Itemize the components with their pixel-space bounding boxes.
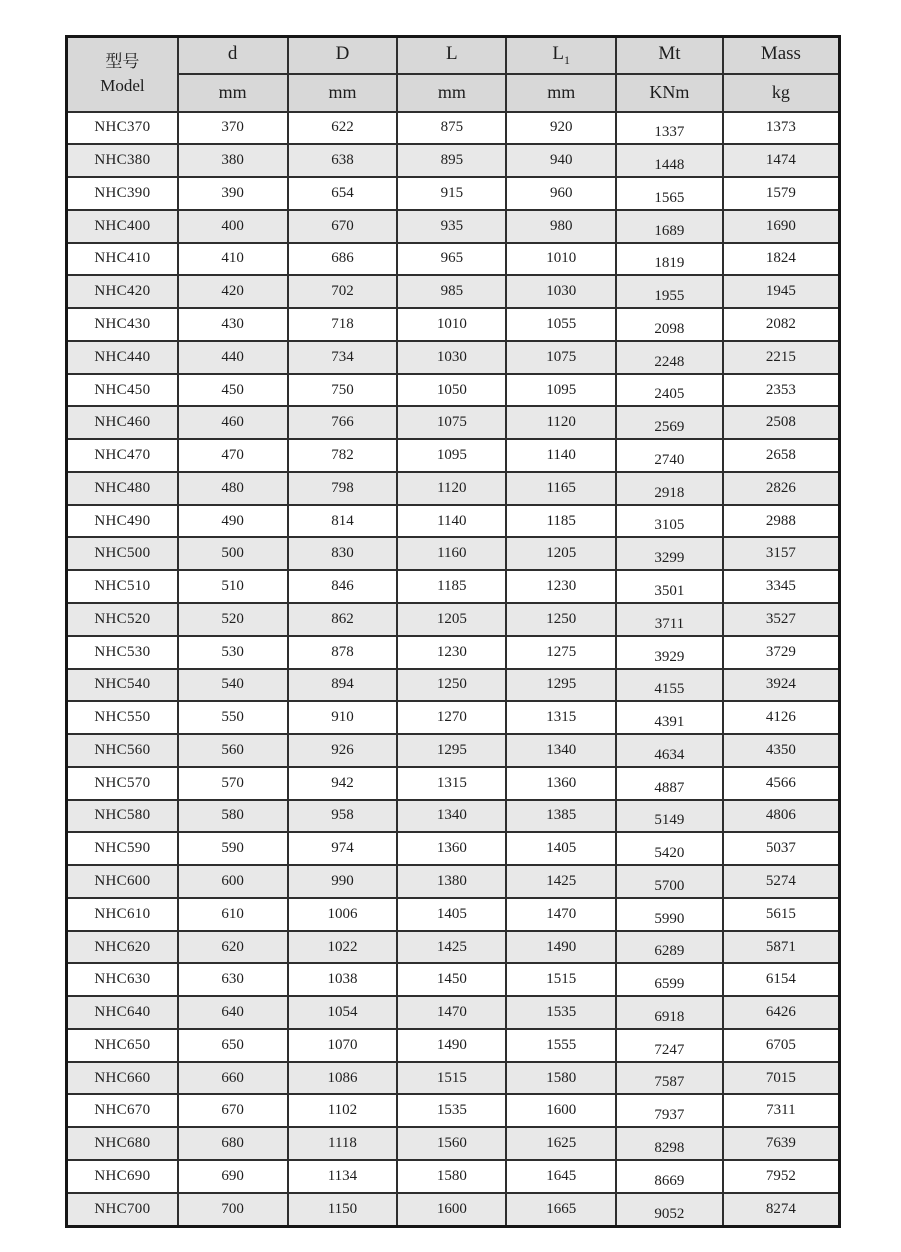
- d-cell: 700: [178, 1193, 288, 1227]
- model-cell: NHC680: [67, 1127, 178, 1160]
- L-cell: 1295: [397, 734, 506, 767]
- L-cell: 1580: [397, 1160, 506, 1193]
- d-cell: 660: [178, 1062, 288, 1095]
- Mt-cell: 6918: [616, 996, 723, 1029]
- unit-L: mm: [397, 74, 506, 112]
- L1-cell: 1490: [506, 931, 616, 964]
- Mt-cell: 2098: [616, 308, 723, 341]
- model-cell: NHC640: [67, 996, 178, 1029]
- Mt-cell: 1819: [616, 243, 723, 276]
- Mt-cell: 1689: [616, 210, 723, 243]
- L1-cell: 1055: [506, 308, 616, 341]
- d-cell: 650: [178, 1029, 288, 1062]
- Mass-cell: 2988: [723, 505, 840, 538]
- D-cell: 1006: [288, 898, 398, 931]
- model-cell: NHC380: [67, 144, 178, 177]
- table-row: [67, 669, 840, 702]
- L-cell: 1010: [397, 308, 506, 341]
- table-row: [67, 931, 840, 964]
- model-cell: NHC670: [67, 1094, 178, 1127]
- d-cell: 560: [178, 734, 288, 767]
- L-cell: 1560: [397, 1127, 506, 1160]
- Mt-cell: 5700: [616, 865, 723, 898]
- L1-cell: 1515: [506, 963, 616, 996]
- D-cell: 1102: [288, 1094, 398, 1127]
- unit-d: mm: [178, 74, 288, 112]
- model-cell: NHC400: [67, 210, 178, 243]
- D-cell: 910: [288, 701, 398, 734]
- L-cell: 1450: [397, 963, 506, 996]
- D-cell: 814: [288, 505, 398, 538]
- Mt-cell: 1448: [616, 144, 723, 177]
- Mass-cell: 2215: [723, 341, 840, 374]
- Mt-cell: 4634: [616, 734, 723, 767]
- L1-cell: 1275: [506, 636, 616, 669]
- D-cell: 974: [288, 832, 398, 865]
- table-row: [67, 898, 840, 931]
- L-cell: 935: [397, 210, 506, 243]
- d-cell: 600: [178, 865, 288, 898]
- table-row: [67, 767, 840, 800]
- d-cell: 520: [178, 603, 288, 636]
- Mt-cell: 4391: [616, 701, 723, 734]
- L-cell: 1515: [397, 1062, 506, 1095]
- L-cell: 1230: [397, 636, 506, 669]
- L-cell: 1340: [397, 800, 506, 833]
- D-cell: 862: [288, 603, 398, 636]
- Mt-cell: 3299: [616, 537, 723, 570]
- Mass-cell: 6426: [723, 996, 840, 1029]
- header-name-row: [67, 37, 840, 74]
- D-cell: 1134: [288, 1160, 398, 1193]
- table-row: [67, 800, 840, 833]
- d-cell: 450: [178, 374, 288, 407]
- header-L1: $L_1$: [506, 37, 616, 74]
- L1-cell: 1470: [506, 898, 616, 931]
- L-cell: 1205: [397, 603, 506, 636]
- D-cell: 1022: [288, 931, 398, 964]
- Mt-cell: 1337: [616, 112, 723, 145]
- Mt-cell: 4155: [616, 669, 723, 702]
- L1-cell: 1425: [506, 865, 616, 898]
- d-cell: 670: [178, 1094, 288, 1127]
- spec-table-container: [65, 35, 841, 1228]
- D-cell: 654: [288, 177, 398, 210]
- Mt-cell: 7937: [616, 1094, 723, 1127]
- L1-cell: 1095: [506, 374, 616, 407]
- D-cell: 798: [288, 472, 398, 505]
- Mass-cell: 3527: [723, 603, 840, 636]
- L-cell: 915: [397, 177, 506, 210]
- L-cell: 1600: [397, 1193, 506, 1227]
- D-cell: 846: [288, 570, 398, 603]
- d-cell: 440: [178, 341, 288, 374]
- L1-cell: 1250: [506, 603, 616, 636]
- D-cell: 878: [288, 636, 398, 669]
- D-cell: 1118: [288, 1127, 398, 1160]
- Mt-cell: 3501: [616, 570, 723, 603]
- Mt-cell: 5149: [616, 800, 723, 833]
- Mass-cell: 5871: [723, 931, 840, 964]
- model-cell: NHC650: [67, 1029, 178, 1062]
- d-cell: 640: [178, 996, 288, 1029]
- model-cell: NHC610: [67, 898, 178, 931]
- L-cell: 875: [397, 112, 506, 145]
- d-cell: 480: [178, 472, 288, 505]
- D-cell: 926: [288, 734, 398, 767]
- Mt-cell: 7587: [616, 1062, 723, 1095]
- Mass-cell: 4350: [723, 734, 840, 767]
- d-cell: 630: [178, 963, 288, 996]
- d-cell: 500: [178, 537, 288, 570]
- L-cell: 1140: [397, 505, 506, 538]
- table-row: [67, 177, 840, 210]
- L1-cell: 1600: [506, 1094, 616, 1127]
- Mass-cell: 2082: [723, 308, 840, 341]
- L1-cell: 1230: [506, 570, 616, 603]
- L1-cell: 1360: [506, 767, 616, 800]
- L-cell: 1405: [397, 898, 506, 931]
- d-cell: 470: [178, 439, 288, 472]
- Mt-cell: 8298: [616, 1127, 723, 1160]
- L1-cell: 1405: [506, 832, 616, 865]
- table-row: [67, 832, 840, 865]
- model-cell: NHC410: [67, 243, 178, 276]
- table-row: [67, 603, 840, 636]
- table-row: [67, 1160, 840, 1193]
- table-header: [67, 37, 840, 112]
- unit-Mass: kg: [723, 74, 840, 112]
- D-cell: 1070: [288, 1029, 398, 1062]
- Mass-cell: 2508: [723, 406, 840, 439]
- model-cell: NHC560: [67, 734, 178, 767]
- Mt-cell: 9052: [616, 1193, 723, 1227]
- d-cell: 610: [178, 898, 288, 931]
- L1-cell: 1555: [506, 1029, 616, 1062]
- L-cell: 1380: [397, 865, 506, 898]
- table-row: [67, 144, 840, 177]
- Mt-cell: 3711: [616, 603, 723, 636]
- Mass-cell: 6154: [723, 963, 840, 996]
- L-cell: 1270: [397, 701, 506, 734]
- D-cell: 718: [288, 308, 398, 341]
- Mass-cell: 7311: [723, 1094, 840, 1127]
- table-row: [67, 1062, 840, 1095]
- L1-cell: 1205: [506, 537, 616, 570]
- L-cell: 1075: [397, 406, 506, 439]
- L1-cell: 1625: [506, 1127, 616, 1160]
- table-row: [67, 406, 840, 439]
- table-row: [67, 275, 840, 308]
- L1-cell: 1315: [506, 701, 616, 734]
- Mt-cell: 2405: [616, 374, 723, 407]
- table-row: [67, 472, 840, 505]
- L-cell: 1490: [397, 1029, 506, 1062]
- header-L: L: [397, 37, 506, 74]
- L-cell: 965: [397, 243, 506, 276]
- model-cell: NHC600: [67, 865, 178, 898]
- L1-cell: 1340: [506, 734, 616, 767]
- L1-cell: 1120: [506, 406, 616, 439]
- L1-cell: 1665: [506, 1193, 616, 1227]
- Mt-cell: 2248: [616, 341, 723, 374]
- model-cell: NHC390: [67, 177, 178, 210]
- model-cell: NHC590: [67, 832, 178, 865]
- D-cell: 782: [288, 439, 398, 472]
- table-row: [67, 308, 840, 341]
- header-D: D: [288, 37, 398, 74]
- header-Mass: Mass: [723, 37, 840, 74]
- table-row: [67, 865, 840, 898]
- L1-cell: 1030: [506, 275, 616, 308]
- table-row: [67, 341, 840, 374]
- Mt-cell: 2918: [616, 472, 723, 505]
- D-cell: 942: [288, 767, 398, 800]
- header-unit-row: [67, 74, 840, 112]
- model-cell: NHC580: [67, 800, 178, 833]
- model-label-zh: 型号: [105, 51, 140, 71]
- L1-cell: 1580: [506, 1062, 616, 1095]
- d-cell: 370: [178, 112, 288, 145]
- unit-Mt: KNm: [616, 74, 723, 112]
- model-cell: NHC510: [67, 570, 178, 603]
- dimension-spec-table: [65, 35, 841, 1228]
- table-row: [67, 963, 840, 996]
- model-cell: NHC660: [67, 1062, 178, 1095]
- d-cell: 680: [178, 1127, 288, 1160]
- model-cell: NHC570: [67, 767, 178, 800]
- Mt-cell: 8669: [616, 1160, 723, 1193]
- model-cell: NHC480: [67, 472, 178, 505]
- Mass-cell: 7952: [723, 1160, 840, 1193]
- table-row: [67, 537, 840, 570]
- d-cell: 570: [178, 767, 288, 800]
- Mass-cell: 2353: [723, 374, 840, 407]
- D-cell: 638: [288, 144, 398, 177]
- Mt-cell: 2740: [616, 439, 723, 472]
- Mass-cell: 2826: [723, 472, 840, 505]
- header-Mt: Mt: [616, 37, 723, 74]
- table-row: [67, 374, 840, 407]
- D-cell: 1038: [288, 963, 398, 996]
- table-row: [67, 636, 840, 669]
- D-cell: 990: [288, 865, 398, 898]
- table-row: [67, 570, 840, 603]
- model-header-cell: [67, 37, 178, 112]
- d-cell: 490: [178, 505, 288, 538]
- table-row: [67, 505, 840, 538]
- Mass-cell: 7015: [723, 1062, 840, 1095]
- d-cell: 390: [178, 177, 288, 210]
- Mt-cell: 1565: [616, 177, 723, 210]
- model-cell: NHC690: [67, 1160, 178, 1193]
- model-cell: NHC530: [67, 636, 178, 669]
- d-cell: 460: [178, 406, 288, 439]
- Mass-cell: 5274: [723, 865, 840, 898]
- d-cell: 410: [178, 243, 288, 276]
- model-cell: NHC420: [67, 275, 178, 308]
- L-cell: 1535: [397, 1094, 506, 1127]
- d-cell: 380: [178, 144, 288, 177]
- L-cell: 1315: [397, 767, 506, 800]
- model-cell: NHC370: [67, 112, 178, 145]
- model-cell: NHC440: [67, 341, 178, 374]
- table-row: [67, 996, 840, 1029]
- Mt-cell: 3105: [616, 505, 723, 538]
- D-cell: 702: [288, 275, 398, 308]
- table-row: [67, 1127, 840, 1160]
- L-cell: 1095: [397, 439, 506, 472]
- L1-cell: 1295: [506, 669, 616, 702]
- L1-cell: 1075: [506, 341, 616, 374]
- Mass-cell: 3345: [723, 570, 840, 603]
- table-row: [67, 210, 840, 243]
- L-cell: 1470: [397, 996, 506, 1029]
- model-cell: NHC630: [67, 963, 178, 996]
- L1-cell: 1185: [506, 505, 616, 538]
- D-cell: 1150: [288, 1193, 398, 1227]
- d-cell: 580: [178, 800, 288, 833]
- L1-cell: 1165: [506, 472, 616, 505]
- Mass-cell: 1690: [723, 210, 840, 243]
- D-cell: 1086: [288, 1062, 398, 1095]
- model-cell: NHC620: [67, 931, 178, 964]
- L1-cell: 920: [506, 112, 616, 145]
- d-cell: 550: [178, 701, 288, 734]
- L1-cell: 1385: [506, 800, 616, 833]
- d-cell: 620: [178, 931, 288, 964]
- D-cell: 766: [288, 406, 398, 439]
- table-row: [67, 112, 840, 145]
- d-cell: 690: [178, 1160, 288, 1193]
- L-cell: 1185: [397, 570, 506, 603]
- L1-cell: 1140: [506, 439, 616, 472]
- L1-cell: 940: [506, 144, 616, 177]
- unit-D: mm: [288, 74, 398, 112]
- Mass-cell: 6705: [723, 1029, 840, 1062]
- Mt-cell: 7247: [616, 1029, 723, 1062]
- model-label-en: Model: [100, 76, 145, 96]
- Mt-cell: 1955: [616, 275, 723, 308]
- L-cell: 1120: [397, 472, 506, 505]
- Mass-cell: 1474: [723, 144, 840, 177]
- Mass-cell: 4806: [723, 800, 840, 833]
- Mass-cell: 1824: [723, 243, 840, 276]
- Mass-cell: 3729: [723, 636, 840, 669]
- table-row: [67, 701, 840, 734]
- Mt-cell: 6599: [616, 963, 723, 996]
- Mt-cell: 2569: [616, 406, 723, 439]
- table-row: [67, 1029, 840, 1062]
- L1-cell: 1645: [506, 1160, 616, 1193]
- table-row: [67, 439, 840, 472]
- model-cell: NHC470: [67, 439, 178, 472]
- model-cell: NHC430: [67, 308, 178, 341]
- Mass-cell: 1373: [723, 112, 840, 145]
- L-cell: 1425: [397, 931, 506, 964]
- D-cell: 670: [288, 210, 398, 243]
- table-row: [67, 1193, 840, 1227]
- model-cell: NHC500: [67, 537, 178, 570]
- D-cell: 958: [288, 800, 398, 833]
- L-cell: 895: [397, 144, 506, 177]
- D-cell: 894: [288, 669, 398, 702]
- L-cell: 1160: [397, 537, 506, 570]
- L-cell: 1030: [397, 341, 506, 374]
- L1-cell: 1535: [506, 996, 616, 1029]
- Mass-cell: 1579: [723, 177, 840, 210]
- table-body: [67, 112, 840, 1227]
- L-cell: 1360: [397, 832, 506, 865]
- L-cell: 985: [397, 275, 506, 308]
- Mt-cell: 6289: [616, 931, 723, 964]
- L-cell: 1050: [397, 374, 506, 407]
- table-row: [67, 734, 840, 767]
- L-cell: 1250: [397, 669, 506, 702]
- table-row: [67, 243, 840, 276]
- Mt-cell: 4887: [616, 767, 723, 800]
- d-cell: 420: [178, 275, 288, 308]
- Mass-cell: 4126: [723, 701, 840, 734]
- Mass-cell: 5615: [723, 898, 840, 931]
- D-cell: 622: [288, 112, 398, 145]
- D-cell: 686: [288, 243, 398, 276]
- d-cell: 400: [178, 210, 288, 243]
- d-cell: 530: [178, 636, 288, 669]
- D-cell: 734: [288, 341, 398, 374]
- L1-cell: 1010: [506, 243, 616, 276]
- d-cell: 590: [178, 832, 288, 865]
- model-cell: NHC550: [67, 701, 178, 734]
- model-cell: NHC460: [67, 406, 178, 439]
- Mass-cell: 8274: [723, 1193, 840, 1227]
- Mass-cell: 5037: [723, 832, 840, 865]
- unit-L1: mm: [506, 74, 616, 112]
- Mass-cell: 1945: [723, 275, 840, 308]
- model-cell: NHC700: [67, 1193, 178, 1227]
- d-cell: 430: [178, 308, 288, 341]
- Mt-cell: 3929: [616, 636, 723, 669]
- model-cell: NHC540: [67, 669, 178, 702]
- Mt-cell: 5420: [616, 832, 723, 865]
- Mass-cell: 3157: [723, 537, 840, 570]
- Mass-cell: 3924: [723, 669, 840, 702]
- model-cell: NHC520: [67, 603, 178, 636]
- Mt-cell: 5990: [616, 898, 723, 931]
- model-cell: NHC450: [67, 374, 178, 407]
- d-cell: 510: [178, 570, 288, 603]
- Mass-cell: 4566: [723, 767, 840, 800]
- D-cell: 1054: [288, 996, 398, 1029]
- Mass-cell: 7639: [723, 1127, 840, 1160]
- D-cell: 750: [288, 374, 398, 407]
- table-row: [67, 1094, 840, 1127]
- L1-cell: 960: [506, 177, 616, 210]
- model-cell: NHC490: [67, 505, 178, 538]
- header-d: d: [178, 37, 288, 74]
- D-cell: 830: [288, 537, 398, 570]
- Mass-cell: 2658: [723, 439, 840, 472]
- d-cell: 540: [178, 669, 288, 702]
- L1-cell: 980: [506, 210, 616, 243]
